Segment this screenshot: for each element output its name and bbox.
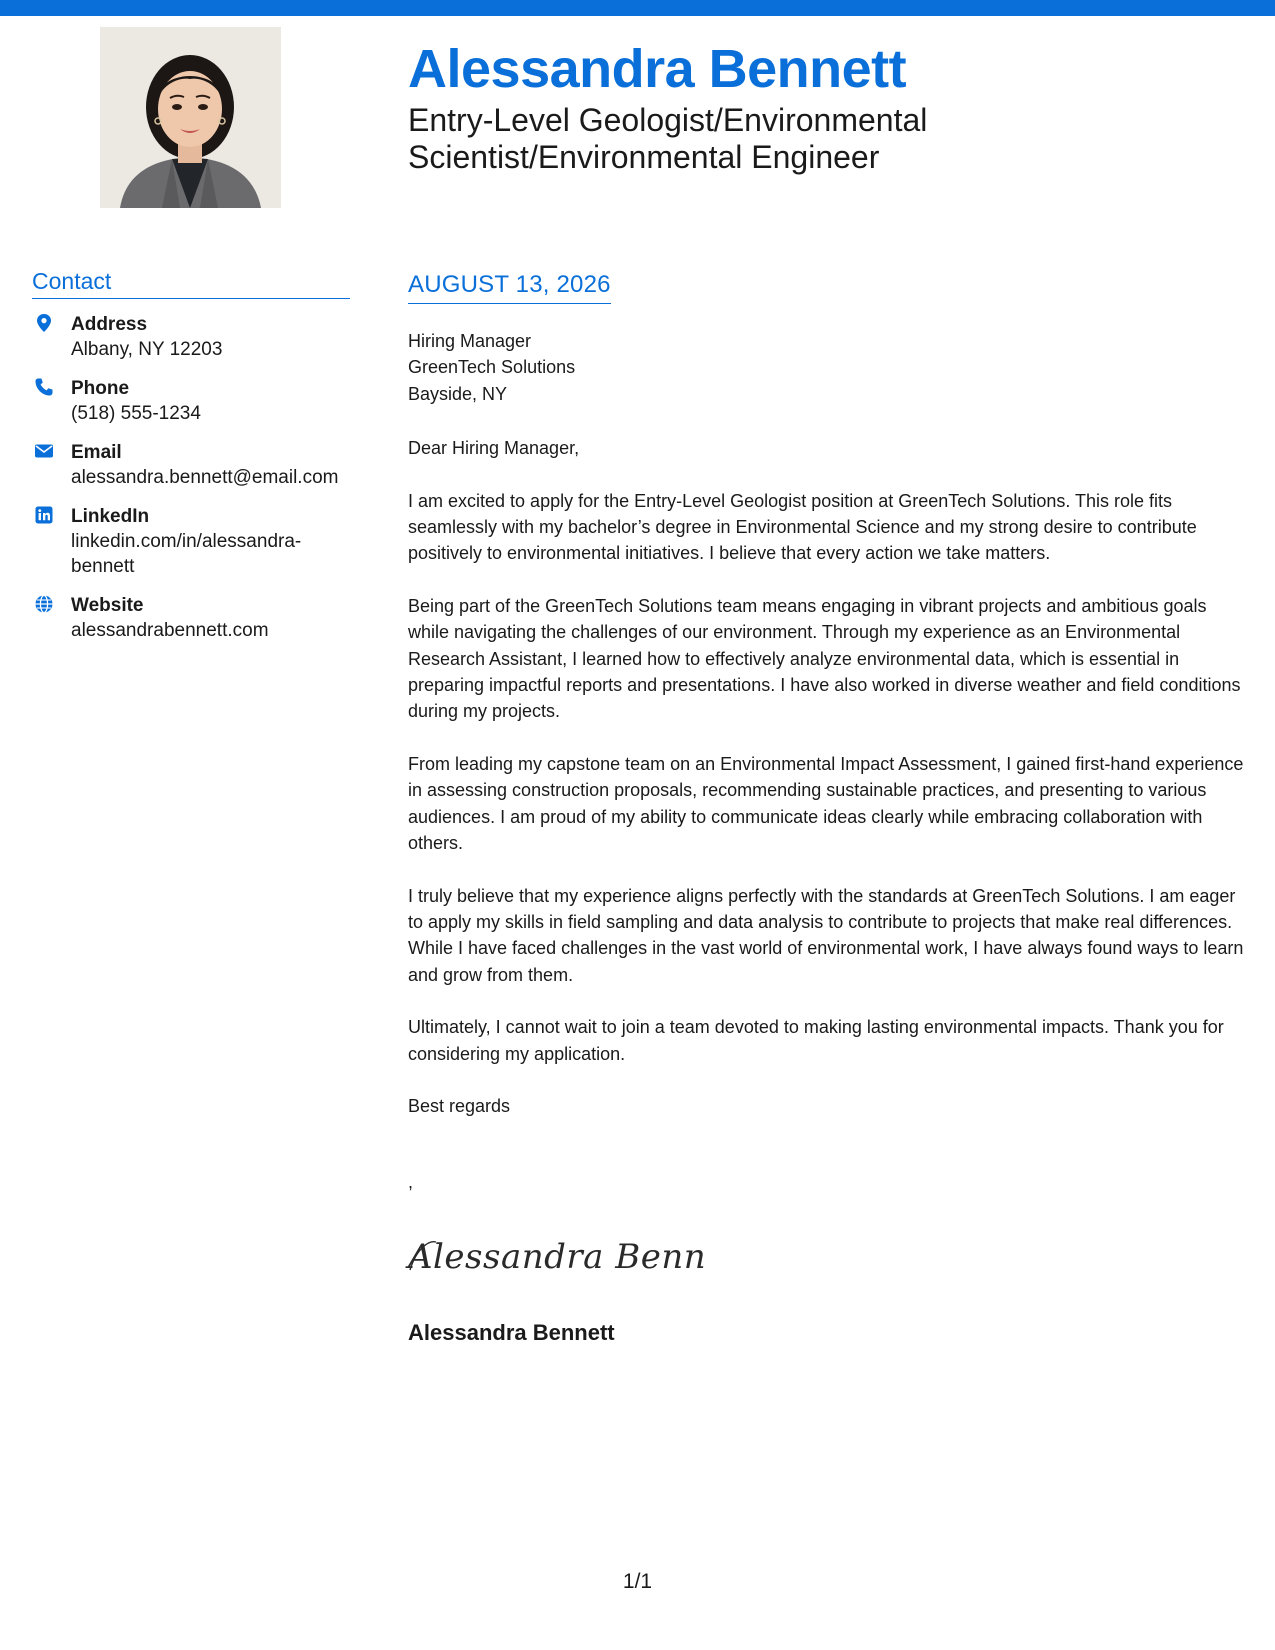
recipient-block	[408, 328, 1248, 407]
contact-label: Phone	[71, 378, 130, 399]
handwritten-signature	[406, 1230, 707, 1282]
contact-item-linkedin	[32, 504, 352, 579]
page-number: 1/1	[622, 1570, 653, 1593]
letter-date: AUGUST 13, 2026	[408, 271, 611, 304]
contact-phone: (518) 555-1234	[71, 403, 201, 424]
applicant-name: Alessandra Bennett	[408, 39, 907, 99]
envelope-icon	[34, 441, 54, 461]
linkedin-icon	[34, 505, 54, 525]
contact-linkedin: linkedin.com/in/alessandra-bennett	[71, 531, 302, 577]
body-paragraph: I am excited to apply for the Entry-Level Geologist position at GreenTech Solutions. This role fits seamlessly with my bachelor’s degree in Environmental Science and my strong desire to contribute positively to environmental initiatives. I believe that every action we take matters.	[408, 490, 1197, 564]
contact-label: LinkedIn	[71, 506, 150, 527]
contact-heading: Contact	[32, 268, 350, 299]
closing: Best regards	[408, 1095, 511, 1116]
contact-item-address	[32, 312, 352, 362]
location-pin-icon	[34, 313, 54, 333]
body-paragraph: I truly believe that my experience aligns perfectly with the standards at GreenTech Solutions. I am eager to apply my skills in field sampling and data analysis to contribute to projects that make real differences. While I have faced challenges in the vast world of environmental work, I have always found ways to learn and grow from them.	[408, 885, 1244, 985]
recipient-line: GreenTech Solutions	[408, 357, 576, 378]
body-paragraph: From leading my capstone team on an Environmental Impact Assessment, I gained first-hand experience in assessing construction proposals, recommending sustainable practices, and presenting to various audiences. I am proud of my ability to communicate ideas clearly while embracing collaboration with others.	[408, 753, 1244, 854]
contact-label: Website	[71, 595, 144, 616]
printed-name: Alessandra Bennett	[408, 1320, 615, 1345]
recipient-line: Bayside, NY	[408, 383, 508, 404]
svg-text:Alessandra Benn: Alessandra Benn	[408, 1237, 707, 1277]
contact-list	[32, 312, 352, 657]
contact-label: Address	[71, 314, 148, 335]
phone-icon	[34, 377, 54, 397]
job-title: Entry-Level Geologist/Environmental Scientist/Environmental Engineer	[408, 102, 928, 175]
contact-item-phone	[32, 376, 352, 426]
body-paragraph: Ultimately, I cannot wait to join a team devoted to making lasting environmental impacts. Thank you for considering my application.	[408, 1017, 1224, 1064]
recipient-line: Hiring Manager	[408, 331, 532, 351]
salutation: Dear Hiring Manager,	[408, 438, 580, 459]
body-paragraph: Being part of the GreenTech Solutions team means engaging in vibrant projects and ambitious goals while navigating the challenges of our environment. Through my experience as an Environmental Research Assistant, I learned how to effectively analyze environmental data, which is essential in preparing impactful reports and presentations. I have also worked in diverse weather and field conditions during my projects.	[408, 595, 1241, 722]
contact-item-website	[32, 593, 352, 643]
contact-address: Albany, NY 12203	[71, 339, 223, 360]
contact-item-email	[32, 440, 352, 490]
closing-comma: ,	[408, 1172, 414, 1192]
contact-email: alessandra.bennett@email.com	[71, 467, 339, 488]
contact-label: Email	[71, 442, 122, 463]
profile-photo	[100, 27, 281, 208]
letter-body	[408, 328, 1248, 1119]
globe-icon	[34, 594, 54, 614]
contact-website: alessandrabennett.com	[71, 620, 269, 641]
top-accent-bar	[0, 0, 1275, 16]
